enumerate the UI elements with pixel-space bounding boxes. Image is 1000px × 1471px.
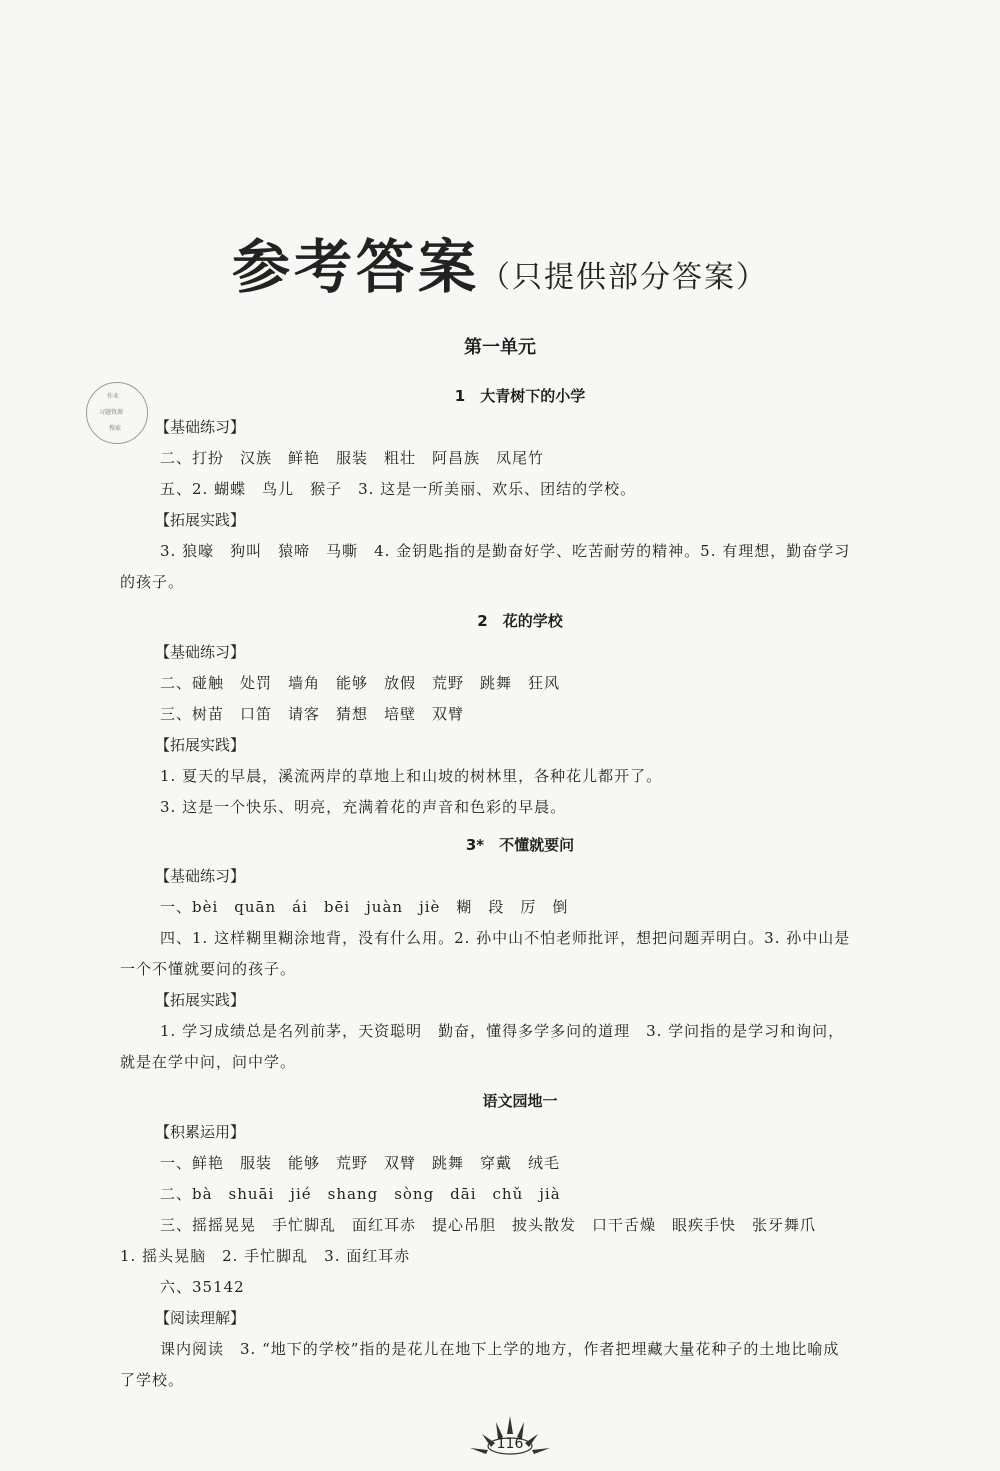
lesson1-title: 1 大青树下的小学	[454, 387, 586, 405]
lesson2-ext-label: 【拓展实践】	[155, 736, 246, 754]
lesson3-line3: 一个不懂就要问的孩子。	[120, 960, 297, 978]
lesson2-title: 2 花的学校	[477, 612, 563, 630]
lesson2-line2: 三、树苗 口笛 请客 猜想 培壁 双臂	[160, 705, 465, 723]
lesson3-ext-label: 【拓展实践】	[155, 991, 246, 1009]
page-number: 116	[496, 1436, 524, 1452]
title-subtitle: （只提供部分答案）	[480, 260, 768, 295]
garden-line3: 三、摇摇晃晃 手忙脚乱 面红耳赤 提心吊胆 披头散发 口干舌燥 眼疾手快 张牙舞爪	[160, 1216, 817, 1234]
lesson3-line2: 四、1. 这样糊里糊涂地背，没有什么用。2. 孙中山不怕老师批评，想把问题弄明白。3. 孙中山是	[160, 929, 851, 947]
lesson3-title: 3* 不懂就要问	[465, 836, 575, 854]
lesson3-basic-label: 【基础练习】	[155, 867, 246, 885]
stamp-text-2: 习题资源	[99, 409, 124, 416]
garden-line7: 了学校。	[120, 1371, 185, 1389]
title-main: 参考答案	[231, 233, 480, 301]
garden-title: 语文园地一	[482, 1092, 558, 1110]
stamp-text-1: 作业	[107, 393, 120, 400]
unit-title: 第一单元	[464, 337, 536, 358]
garden-line5: 六、35142	[160, 1278, 245, 1296]
lesson1-line1: 二、打扮 汉族 鲜艳 服装 粗壮 阿昌族 凤尾竹	[160, 449, 545, 467]
lesson1-line4: 的孩子。	[120, 573, 185, 591]
lesson2-basic-label: 【基础练习】	[155, 643, 246, 661]
lesson2-line1: 二、碰触 处罚 墙角 能够 放假 荒野 跳舞 狂风	[160, 674, 561, 692]
lesson1-line2: 五、2. 蝴蝶 鸟儿 猴子 3. 这是一所美丽、欢乐、团结的学校。	[160, 480, 637, 498]
page-title	[0, 220, 1000, 304]
garden-read-label: 【阅读理解】	[155, 1309, 246, 1327]
lesson3-line5: 就是在学中问，问中学。	[120, 1053, 297, 1071]
lesson3-line1: 一、bèi quān ái bēi juàn jiè 糊 段 厉 倒	[160, 898, 569, 916]
lesson2-line4: 3. 这是一个快乐、明亮，充满着花的声音和色彩的早晨。	[160, 798, 567, 816]
garden-acc-label: 【积累运用】	[155, 1123, 246, 1141]
lesson2-line3: 1. 夏天的早晨，溪流两岸的草地上和山坡的树林里，各种花儿都开了。	[160, 767, 663, 785]
lesson3-line4: 1. 学习成绩总是名列前茅，天资聪明 勤奋，懂得多学多问的道理 3. 学问指的是学习和询问，	[160, 1022, 845, 1040]
lesson1-line3: 3. 狼嚎 狗叫 猿啼 马嘶 4. 金钥匙指的是勤奋好学、吃苦耐劳的精神。5. 有理想，勤奋学习	[160, 542, 851, 560]
garden-line6: 课内阅读 3. “地下的学校”指的是花儿在地下上学的地方，作者把埋藏大量花种子的土地比喻成	[160, 1340, 840, 1358]
garden-line1: 一、鲜艳 服装 能够 荒野 双臂 跳舞 穿戴 绒毛	[160, 1154, 561, 1172]
lesson1-basic-label: 【基础练习】	[155, 418, 246, 436]
lesson1-ext-label: 【拓展实践】	[155, 511, 246, 529]
garden-line2: 二、bà shuāi jié shang sòng dāi chǔ jià	[160, 1185, 561, 1203]
stamp-text-3: 搜索	[109, 425, 122, 432]
garden-line4: 1. 摇头晃脑 2. 手忙脚乱 3. 面红耳赤	[120, 1247, 411, 1265]
